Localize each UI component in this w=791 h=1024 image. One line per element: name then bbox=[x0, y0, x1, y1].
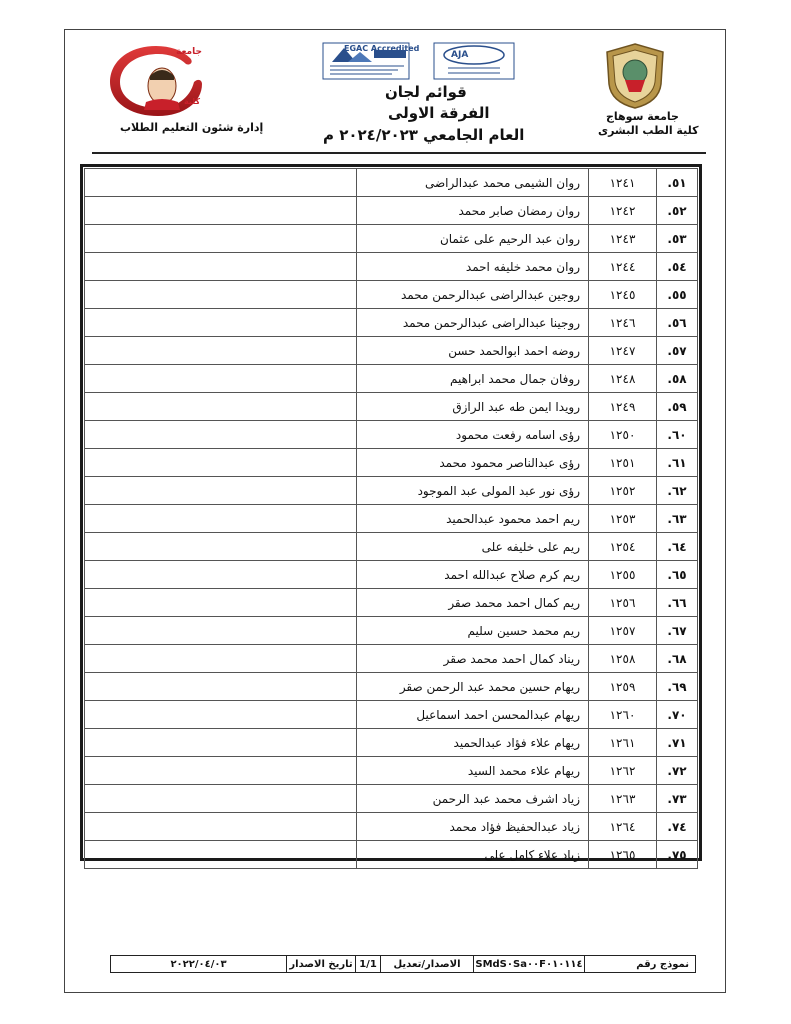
row-number: ٦٣. bbox=[657, 505, 698, 533]
signature-cell bbox=[85, 337, 357, 365]
university-seal bbox=[603, 42, 667, 110]
table-row bbox=[85, 309, 698, 337]
table-row bbox=[85, 337, 698, 365]
student-name: ريهام علاء محمد السيد bbox=[357, 757, 589, 785]
signature-cell bbox=[85, 365, 357, 393]
row-number: ٥٥. bbox=[657, 281, 698, 309]
cert-left-label: EGAC Accredited bbox=[344, 44, 420, 53]
row-number: ٦١. bbox=[657, 449, 698, 477]
student-code: ١٢٤٥ bbox=[589, 281, 657, 309]
university-name: جامعة سوهاج bbox=[606, 110, 679, 123]
row-number: ٦٨. bbox=[657, 645, 698, 673]
row-number: ٧١. bbox=[657, 729, 698, 757]
student-name: روجينا عبدالراضى عبدالرحمن محمد bbox=[357, 309, 589, 337]
table-row bbox=[85, 449, 698, 477]
row-number: ٥٩. bbox=[657, 393, 698, 421]
row-number: ٦٤. bbox=[657, 533, 698, 561]
signature-cell bbox=[85, 673, 357, 701]
form-code: SMdS٠Sa٠٠F٠١٠١١٤ bbox=[473, 956, 584, 972]
student-name: روجين عبدالراضى عبدالرحمن محمد bbox=[357, 281, 589, 309]
student-code: ١٢٥٣ bbox=[589, 505, 657, 533]
signature-cell bbox=[85, 505, 357, 533]
table-row bbox=[85, 225, 698, 253]
row-number: ٥٨. bbox=[657, 365, 698, 393]
student-code: ١٢٤٨ bbox=[589, 365, 657, 393]
row-number: ٥٣. bbox=[657, 225, 698, 253]
cert-right-label: AJA bbox=[451, 50, 469, 60]
form-footer bbox=[110, 955, 696, 973]
student-name: زياد علاء كامل على bbox=[357, 841, 589, 869]
student-code: ١٢٤١ bbox=[589, 169, 657, 197]
issue-label: الاصدار/تعديل bbox=[380, 956, 473, 972]
logo-text-bottom: كلية bbox=[184, 97, 201, 106]
signature-cell bbox=[85, 449, 357, 477]
row-number: ٦٦. bbox=[657, 589, 698, 617]
student-code: ١٢٦٥ bbox=[589, 841, 657, 869]
row-number: ٥١. bbox=[657, 169, 698, 197]
signature-cell bbox=[85, 477, 357, 505]
table-row bbox=[85, 589, 698, 617]
student-name: ريناد كمال احمد محمد صقر bbox=[357, 645, 589, 673]
table-row bbox=[85, 729, 698, 757]
student-name: روان محمد خليفه احمد bbox=[357, 253, 589, 281]
table-row bbox=[85, 169, 698, 197]
row-number: ٦٧. bbox=[657, 617, 698, 645]
row-number: ٦٩. bbox=[657, 673, 698, 701]
table-row bbox=[85, 505, 698, 533]
issue-date-label: تاريخ الاصدار bbox=[286, 956, 355, 972]
signature-cell bbox=[85, 841, 357, 869]
student-code: ١٢٥٥ bbox=[589, 561, 657, 589]
student-code: ١٢٥٠ bbox=[589, 421, 657, 449]
signature-cell bbox=[85, 785, 357, 813]
table-row bbox=[85, 841, 698, 869]
table-row bbox=[85, 197, 698, 225]
student-name: ريم احمد محمود عبدالحميد bbox=[357, 505, 589, 533]
row-number: ٦٥. bbox=[657, 561, 698, 589]
table-row bbox=[85, 421, 698, 449]
row-number: ٥٢. bbox=[657, 197, 698, 225]
student-name: زياد اشرف محمد عبد الرحمن bbox=[357, 785, 589, 813]
department-name: إدارة شئون التعليم الطلاب bbox=[120, 121, 264, 134]
header-divider bbox=[92, 152, 706, 154]
faculty-name: كلية الطب البشرى bbox=[598, 124, 699, 137]
row-number: ٧٥. bbox=[657, 841, 698, 869]
student-code: ١٢٥٢ bbox=[589, 477, 657, 505]
signature-cell bbox=[85, 617, 357, 645]
table-row bbox=[85, 365, 698, 393]
student-code: ١٢٥٦ bbox=[589, 589, 657, 617]
student-name: روان رمضان صابر محمد bbox=[357, 197, 589, 225]
student-name: روان الشيمى محمد عبدالراضى bbox=[357, 169, 589, 197]
signature-cell bbox=[85, 421, 357, 449]
row-number: ٧٣. bbox=[657, 785, 698, 813]
table-row bbox=[85, 393, 698, 421]
student-name: رؤى عبدالناصر محمود محمد bbox=[357, 449, 589, 477]
student-code: ١٢٦٣ bbox=[589, 785, 657, 813]
student-code: ١٢٤٦ bbox=[589, 309, 657, 337]
row-number: ٧٤. bbox=[657, 813, 698, 841]
table-row bbox=[85, 645, 698, 673]
signature-cell bbox=[85, 701, 357, 729]
signature-cell bbox=[85, 253, 357, 281]
table-row bbox=[85, 281, 698, 309]
signature-cell bbox=[85, 533, 357, 561]
signature-cell bbox=[85, 393, 357, 421]
student-code: ١٢٦١ bbox=[589, 729, 657, 757]
signature-cell bbox=[85, 309, 357, 337]
student-name: ريهام علاء فؤاد عبدالحميد bbox=[357, 729, 589, 757]
signature-cell bbox=[85, 589, 357, 617]
student-name: ريهام حسين محمد عبد الرحمن صقر bbox=[357, 673, 589, 701]
student-code: ١٢٦٠ bbox=[589, 701, 657, 729]
student-name: ريهام عبدالمحسن احمد اسماعيل bbox=[357, 701, 589, 729]
issue-value: 1/1 bbox=[355, 956, 380, 972]
year-group: الفرقة الاولى bbox=[388, 104, 490, 122]
academic-year: العام الجامعي ٢٠٢٤/٢٠٢٣ م bbox=[323, 126, 525, 144]
signature-cell bbox=[85, 729, 357, 757]
student-code: ١٢٥٤ bbox=[589, 533, 657, 561]
issue-date: ٢٠٢٢/٠٤/٠٣ bbox=[170, 958, 227, 970]
table-row bbox=[85, 253, 698, 281]
signature-cell bbox=[85, 281, 357, 309]
student-name: ريم على خليفه على bbox=[357, 533, 589, 561]
student-code: ١٢٥٨ bbox=[589, 645, 657, 673]
table-row bbox=[85, 701, 698, 729]
table-row bbox=[85, 533, 698, 561]
row-number: ٥٦. bbox=[657, 309, 698, 337]
table-row bbox=[85, 561, 698, 589]
row-number: ٦٠. bbox=[657, 421, 698, 449]
signature-cell bbox=[85, 225, 357, 253]
student-name: ريم كمال احمد محمد صقر bbox=[357, 589, 589, 617]
student-name: رويدا ايمن طه عبد الرازق bbox=[357, 393, 589, 421]
row-number: ٥٧. bbox=[657, 337, 698, 365]
table-row bbox=[85, 673, 698, 701]
student-name: روفان جمال محمد ابراهيم bbox=[357, 365, 589, 393]
student-code: ١٢٥٧ bbox=[589, 617, 657, 645]
signature-cell bbox=[85, 645, 357, 673]
signature-cell bbox=[85, 197, 357, 225]
student-code: ١٢٤٢ bbox=[589, 197, 657, 225]
student-name: ريم كرم صلاح عبدالله احمد bbox=[357, 561, 589, 589]
student-code: ١٢٤٩ bbox=[589, 393, 657, 421]
student-code: ١٢٥١ bbox=[589, 449, 657, 477]
student-code: ١٢٤٧ bbox=[589, 337, 657, 365]
row-number: ٦٢. bbox=[657, 477, 698, 505]
student-name: زياد عبدالحفيظ فؤاد محمد bbox=[357, 813, 589, 841]
signature-cell bbox=[85, 169, 357, 197]
student-table bbox=[80, 164, 702, 861]
row-number: ٥٤. bbox=[657, 253, 698, 281]
student-name: روضه احمد ابوالحمد حسن bbox=[357, 337, 589, 365]
table-row bbox=[85, 813, 698, 841]
student-name: روان عبد الرحيم على عثمان bbox=[357, 225, 589, 253]
form-number-label: نموذج رقم bbox=[584, 956, 695, 972]
table-row bbox=[85, 785, 698, 813]
student-name: رؤى اسامه رفعت محمود bbox=[357, 421, 589, 449]
student-name: ريم محمد حسين سليم bbox=[357, 617, 589, 645]
table-row bbox=[85, 757, 698, 785]
student-code: ١٢٥٩ bbox=[589, 673, 657, 701]
document-title: قوائم لجان bbox=[385, 83, 467, 101]
student-code: ١٢٤٤ bbox=[589, 253, 657, 281]
table-row bbox=[85, 617, 698, 645]
student-code: ١٢٤٣ bbox=[589, 225, 657, 253]
logo-text-top: جامعة bbox=[176, 47, 202, 57]
faculty-logo bbox=[100, 40, 212, 122]
signature-cell bbox=[85, 757, 357, 785]
student-code: ١٢٦٤ bbox=[589, 813, 657, 841]
student-code: ١٢٦٢ bbox=[589, 757, 657, 785]
student-name: رؤى نور عبد المولى عبد الموجود bbox=[357, 477, 589, 505]
table-row bbox=[85, 477, 698, 505]
signature-cell bbox=[85, 561, 357, 589]
row-number: ٧٠. bbox=[657, 701, 698, 729]
row-number: ٧٢. bbox=[657, 757, 698, 785]
signature-cell bbox=[85, 813, 357, 841]
